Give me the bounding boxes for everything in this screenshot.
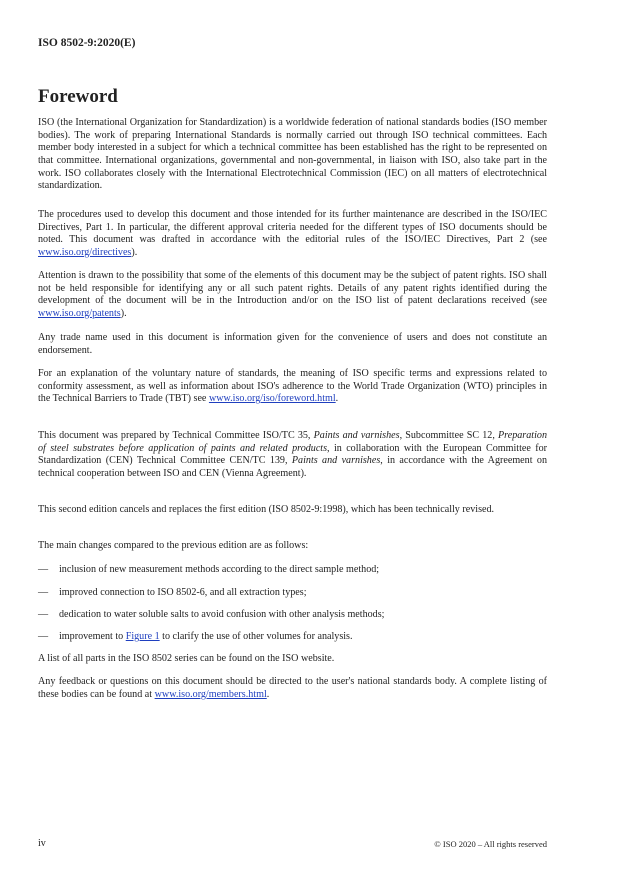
patents-link[interactable]: www.iso.org/patents (38, 307, 121, 319)
members-link[interactable]: www.iso.org/members.html (154, 688, 267, 700)
text: , in accordance with the Agreement on technical cooperation between ISO and CEN (Vienna Agreement). (38, 455, 547, 479)
list-item-text: dedication to water soluble salts to avoid confusion with other analysis methods; (59, 609, 385, 620)
list-item-text: improved connection to ISO 8502-6, and all extraction types; (59, 587, 307, 598)
dash: — (38, 564, 49, 575)
dash: — (38, 631, 49, 642)
text: Any feedback or questions on this document should be directed to the user's national standards body. A complete listing of these bodies can be found at (38, 676, 547, 700)
text: improvement to (59, 631, 126, 642)
text: , Subcommittee SC 12, (399, 430, 499, 441)
list-item-text: inclusion of new measurement methods according to the direct sample method; (59, 564, 380, 575)
dash: — (38, 587, 49, 598)
paragraph-voluntary-nature (38, 368, 547, 406)
directives-link[interactable]: www.iso.org/directives (38, 246, 132, 258)
list-item-text (59, 631, 353, 644)
text: . (335, 393, 339, 405)
text: This document was prepared by Technical Committee ISO/TC 35, (38, 430, 314, 441)
text: ). (131, 246, 138, 258)
page-number: iv (38, 838, 46, 849)
text: to clarify the use of other volumes for analysis. (159, 631, 353, 642)
committee-title: Paints and varnishes (313, 430, 400, 441)
cen-committee-title: Paints and varnishes (291, 455, 381, 467)
text: The procedures used to develop this document and those intended for its further maintenance are described in the ISO/IEC Directives, Part 1. In particular, the different approval criteria needed for the different types of ISO documents should be noted. This document was drafted in accordance with the editorial rules of the ISO/IEC Directives, Part 2 (see (38, 209, 547, 246)
text: For an explanation of the voluntary nature of standards, the meaning of ISO specific terms and expressions related to conformity assessment, as well as information about ISO's adherence to the World Trade Organization (WTO) principles in the Technical Barriers to Trade (TBT) see (38, 368, 547, 405)
dash: — (38, 609, 49, 620)
text: ). (120, 307, 127, 319)
document-id-header: ISO 8502-9:2020(E) (38, 37, 136, 49)
foreword-link[interactable]: www.iso.org/iso/foreword.html (208, 393, 336, 405)
paragraph-trade-name: Any trade name used in this document is information given for the convenience of users and does not constitute an endorsement. (38, 332, 547, 356)
paragraph-main-changes: The main changes compared to the previous edition are as follows: (38, 540, 309, 551)
paragraph-committee (38, 430, 547, 481)
paragraph-procedures (38, 209, 547, 260)
text: . (266, 688, 270, 700)
text: Attention is drawn to the possibility that some of the elements of this document may be the subject of patent rights. ISO shall not be held responsible for identifying any or all such patent rights. Details of any patent rights identified during the development of the document will be in the Introduction and/or on the ISO list of patent declarations received (see (38, 270, 547, 307)
paragraph-iso-intro: ISO (the International Organization for Standardization) is a worldwide federation of national standards bodies (ISO member bodies). The work of preparing International Standards is normally carried out through ISO technical committees. Each member body interested in a subject for which a technical committee has been established has the right to be represented on that committee. International organizations, governmental and non-governmental, in liaison with ISO, also take part in the work. ISO collaborates closely with the International Electrotechnical Commission (IEC) on all matters of electrotechnical standardization. (38, 117, 547, 192)
text: , in collaboration with the European Committee for Standardization (CEN) Technical Committee CEN/TC 139, (38, 442, 547, 467)
paragraph-patents (38, 270, 547, 321)
paragraph-series-list: A list of all parts in the ISO 8502 series can be found on the ISO website. (38, 653, 335, 664)
paragraph-edition: This second edition cancels and replaces the first edition (ISO 8502-9:1998), which has been technically revised. (38, 504, 495, 515)
page-title: Foreword (38, 86, 118, 107)
figure-1-link[interactable]: Figure 1 (125, 631, 160, 642)
copyright-notice: © ISO 2020 – All rights reserved (434, 839, 547, 849)
subcommittee-title: Preparation of steel substrates before application of paints and related products (38, 430, 547, 454)
paragraph-feedback (38, 676, 547, 701)
